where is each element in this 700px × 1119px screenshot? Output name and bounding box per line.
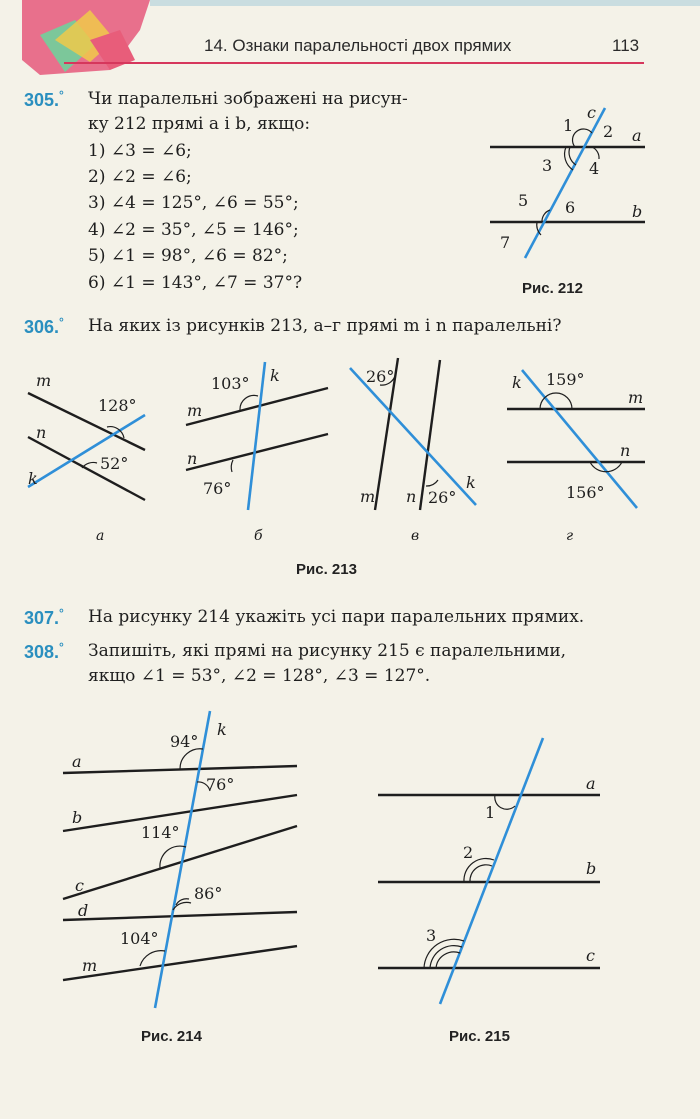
fig215-line-c: c (586, 946, 595, 965)
fig212-label-2: 2 (603, 122, 614, 141)
fig213g-k: k (512, 373, 522, 392)
fig213b-n: n (187, 449, 198, 468)
fig213b-angle1: 103° (211, 374, 250, 393)
fig213g-m: m (628, 388, 644, 407)
problem-306-number: 306.° (24, 315, 64, 337)
fig213v-k: k (466, 473, 476, 492)
problem-305-item-1: 1) ∠3 = ∠6; (88, 141, 192, 161)
fig213b-angle2: 76° (203, 479, 232, 498)
problem-305-line2: ку 212 прямі a і b, якщо: (88, 114, 311, 134)
fig213v-n: n (406, 487, 417, 506)
fig215-angle-3: 3 (426, 926, 437, 945)
fig212-label-b: b (632, 202, 643, 221)
fig213v-angle1: 26° (366, 367, 395, 386)
fig212-label-5: 5 (518, 191, 529, 210)
fig212-label-4: 4 (589, 159, 600, 178)
problem-305-item-6: 6) ∠1 = 143°, ∠7 = 37°? (88, 273, 303, 293)
fig213a-m: m (36, 371, 52, 390)
fig214-angle-76: 76° (206, 775, 235, 794)
problem-308-line2: якщо ∠1 = 53°, ∠2 = 128°, ∠3 = 127°. (88, 666, 431, 686)
fig214-transversal-k: k (217, 720, 227, 739)
problem-305-item-3: 3) ∠4 = 125°, ∠6 = 55°; (88, 193, 299, 213)
fig213a-k: k (28, 469, 38, 488)
fig213a-sub: а (96, 528, 105, 544)
fig214-angle-114: 114° (141, 823, 180, 842)
fig214-line-a: a (72, 752, 82, 771)
fig213g-angle1: 159° (546, 370, 585, 389)
fig214-line-b: b (72, 808, 83, 827)
fig213v-sub: в (411, 528, 420, 544)
fig213a-angle1: 128° (98, 396, 137, 415)
fig214-angle-86: 86° (194, 884, 223, 903)
running-title: 14. Ознаки паралельності двох прямих (204, 36, 512, 55)
figure-212-caption: Рис. 212 (522, 280, 583, 297)
problem-306-text: На яких із рисунків 213, а–г прямі m і n паралельні? (88, 316, 562, 336)
problem-308-line1: Запишіть, які прямі на рисунку 215 є паралельними, (88, 641, 567, 661)
fig212-label-7: 7 (500, 233, 511, 252)
fig214-angle-104: 104° (120, 929, 159, 948)
fig213v-m: m (360, 487, 376, 506)
figure-215-caption: Рис. 215 (449, 1028, 510, 1045)
fig213a-angle2: 52° (100, 454, 129, 473)
figure-213-caption: Рис. 213 (296, 561, 357, 578)
fig213g-angle2: 156° (566, 483, 605, 502)
fig215-angle-1: 1 (485, 803, 496, 822)
problem-305-item-2: 2) ∠2 = ∠6; (88, 167, 192, 187)
fig212-label-6: 6 (565, 198, 576, 217)
fig213b-sub: б (254, 528, 263, 544)
fig213g-sub: г (566, 528, 574, 544)
fig214-line-m: m (82, 956, 98, 975)
fig215-line-b: b (586, 859, 597, 878)
problem-305-item-4: 4) ∠2 = 35°, ∠5 = 146°; (88, 220, 299, 240)
problem-305-item-5: 5) ∠1 = 98°, ∠6 = 82°; (88, 246, 288, 266)
problem-307-text: На рисунку 214 укажіть усі пари паралельних прямих. (88, 607, 585, 627)
fig215-line-a: a (586, 774, 596, 793)
fig212-label-c: c (587, 103, 596, 122)
fig213b-k: k (270, 366, 280, 385)
problem-305-number: 305.° (24, 88, 64, 110)
fig215-angle-2: 2 (463, 843, 474, 862)
problem-308-number: 308.° (24, 640, 64, 662)
fig214-angle-94: 94° (170, 732, 199, 751)
fig214-line-c: c (75, 876, 84, 895)
fig213g-n: n (620, 441, 631, 460)
fig213v-angle2: 26° (428, 488, 457, 507)
figure-214-caption: Рис. 214 (141, 1028, 202, 1045)
page-number: 113 (612, 36, 640, 55)
problem-305-line1: Чи паралельні зображені на рисун- (88, 89, 408, 109)
problem-307-number: 307.° (24, 606, 64, 628)
fig212-label-3: 3 (542, 156, 553, 175)
fig212-label-a: a (632, 126, 642, 145)
fig213b-m: m (187, 401, 203, 420)
fig214-line-d: d (78, 901, 89, 920)
fig213a-n: n (36, 423, 47, 442)
fig212-label-1: 1 (563, 116, 574, 135)
